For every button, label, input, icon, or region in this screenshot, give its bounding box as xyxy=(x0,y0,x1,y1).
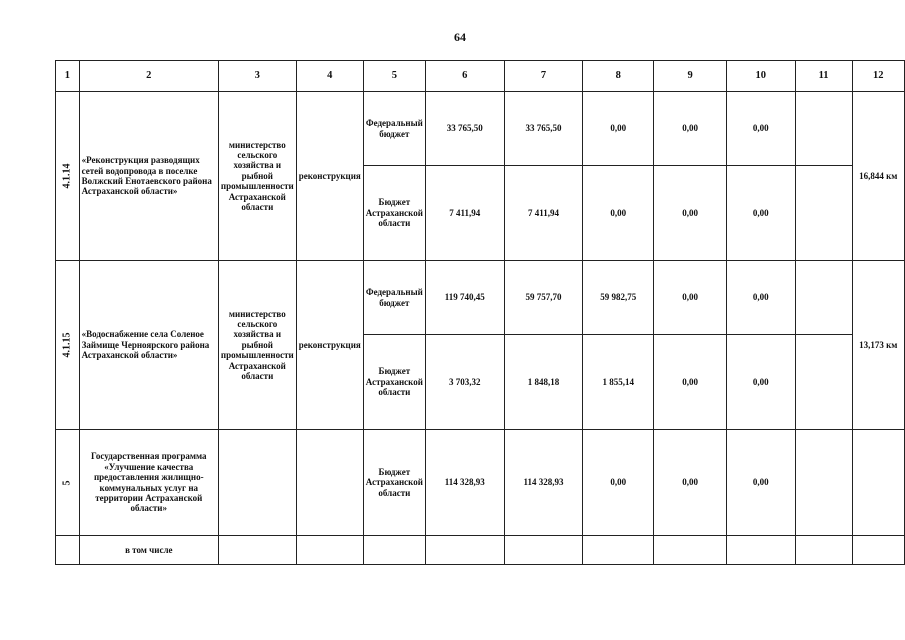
entry-agency: министерство сельского хозяйства и рыбной промышленности Астраханской области xyxy=(218,261,296,430)
entry-name: «Водоснабжение села Соленое Займище Черноярского района Астраханской области» xyxy=(79,261,218,430)
value-cell: 1 855,14 xyxy=(583,335,654,430)
empty-cell xyxy=(795,536,852,565)
header-cell: 4 xyxy=(296,61,363,92)
empty-cell xyxy=(425,536,504,565)
header-cell: 7 xyxy=(504,61,583,92)
value-cell: 0,00 xyxy=(726,335,795,430)
value-cell: 59 757,70 xyxy=(504,261,583,335)
empty-cell xyxy=(583,536,654,565)
value-cell: 0,00 xyxy=(654,430,727,536)
value-cell: 0,00 xyxy=(583,92,654,166)
funding-source: Бюджет Астраханской области xyxy=(363,166,425,261)
value-cell: 33 765,50 xyxy=(425,92,504,166)
header-cell: 5 xyxy=(363,61,425,92)
value-cell: 0,00 xyxy=(654,335,727,430)
entry-name: «Реконструкция разводящих сетей водопровода в поселке Волжский Енотаевского района Астраханской области» xyxy=(79,92,218,261)
value-cell: 0,00 xyxy=(726,261,795,335)
value-cell: 0,00 xyxy=(583,166,654,261)
entry-agency: министерство сельского хозяйства и рыбной промышленности Астраханской области xyxy=(218,92,296,261)
program-code: 5 xyxy=(61,480,73,485)
value-cell: 3 703,32 xyxy=(425,335,504,430)
header-cell: 12 xyxy=(852,61,904,92)
program-name: Государственная программа «Улучшение качества предоставления жилищно-коммунальных услуг на территории Астраханской области» xyxy=(79,430,218,536)
value-cell: 0,00 xyxy=(654,261,727,335)
funding-source: Федеральный бюджет xyxy=(363,92,425,166)
header-cell: 2 xyxy=(79,61,218,92)
header-cell: 6 xyxy=(425,61,504,92)
program-code-cell xyxy=(56,430,80,536)
entry-action: реконструкция xyxy=(296,92,363,261)
empty-cell xyxy=(218,536,296,565)
table-row xyxy=(56,430,905,536)
value-cell: 33 765,50 xyxy=(504,92,583,166)
value-cell: 7 411,94 xyxy=(425,166,504,261)
value-cell: 119 740,45 xyxy=(425,261,504,335)
table-row xyxy=(56,536,905,565)
entry-code: 4.1.14 xyxy=(61,163,73,189)
value-cell xyxy=(795,335,852,430)
value-cell: 114 328,93 xyxy=(425,430,504,536)
header-cell: 8 xyxy=(583,61,654,92)
value-cell: 59 982,75 xyxy=(583,261,654,335)
value-cell: 0,00 xyxy=(726,166,795,261)
table-row xyxy=(56,261,905,335)
value-cell: 0,00 xyxy=(726,92,795,166)
empty-cell xyxy=(852,430,904,536)
value-cell: 1 848,18 xyxy=(504,335,583,430)
header-cell: 11 xyxy=(795,61,852,92)
value-cell: 0,00 xyxy=(583,430,654,536)
value-cell: 0,00 xyxy=(654,166,727,261)
value-cell: 7 411,94 xyxy=(504,166,583,261)
entry-distance: 13,173 км xyxy=(852,261,904,430)
empty-cell xyxy=(726,536,795,565)
entry-distance: 16,844 км xyxy=(852,92,904,261)
page-number: 64 xyxy=(454,30,466,44)
header-cell: 1 xyxy=(56,61,80,92)
empty-cell xyxy=(296,536,363,565)
entry-code-cell xyxy=(56,261,80,430)
empty-cell xyxy=(363,536,425,565)
header-row xyxy=(56,61,905,92)
entry-code: 4.1.15 xyxy=(61,332,73,358)
budget-table xyxy=(55,60,905,565)
empty-cell xyxy=(218,430,296,536)
value-cell xyxy=(795,261,852,335)
funding-source: Бюджет Астраханской области xyxy=(363,335,425,430)
funding-source: Федеральный бюджет xyxy=(363,261,425,335)
header-cell: 9 xyxy=(654,61,727,92)
empty-cell xyxy=(56,536,80,565)
empty-cell xyxy=(296,430,363,536)
empty-cell xyxy=(654,536,727,565)
funding-source: Бюджет Астраханской области xyxy=(363,430,425,536)
value-cell xyxy=(795,166,852,261)
table-row xyxy=(56,92,905,166)
value-cell: 114 328,93 xyxy=(504,430,583,536)
entry-action: реконструкция xyxy=(296,261,363,430)
empty-cell xyxy=(852,536,904,565)
entry-code-cell xyxy=(56,92,80,261)
empty-cell xyxy=(795,430,852,536)
empty-cell xyxy=(504,536,583,565)
value-cell: 0,00 xyxy=(726,430,795,536)
including-label: в том числе xyxy=(79,536,218,565)
value-cell xyxy=(795,92,852,166)
header-cell: 10 xyxy=(726,61,795,92)
header-cell: 3 xyxy=(218,61,296,92)
value-cell: 0,00 xyxy=(654,92,727,166)
